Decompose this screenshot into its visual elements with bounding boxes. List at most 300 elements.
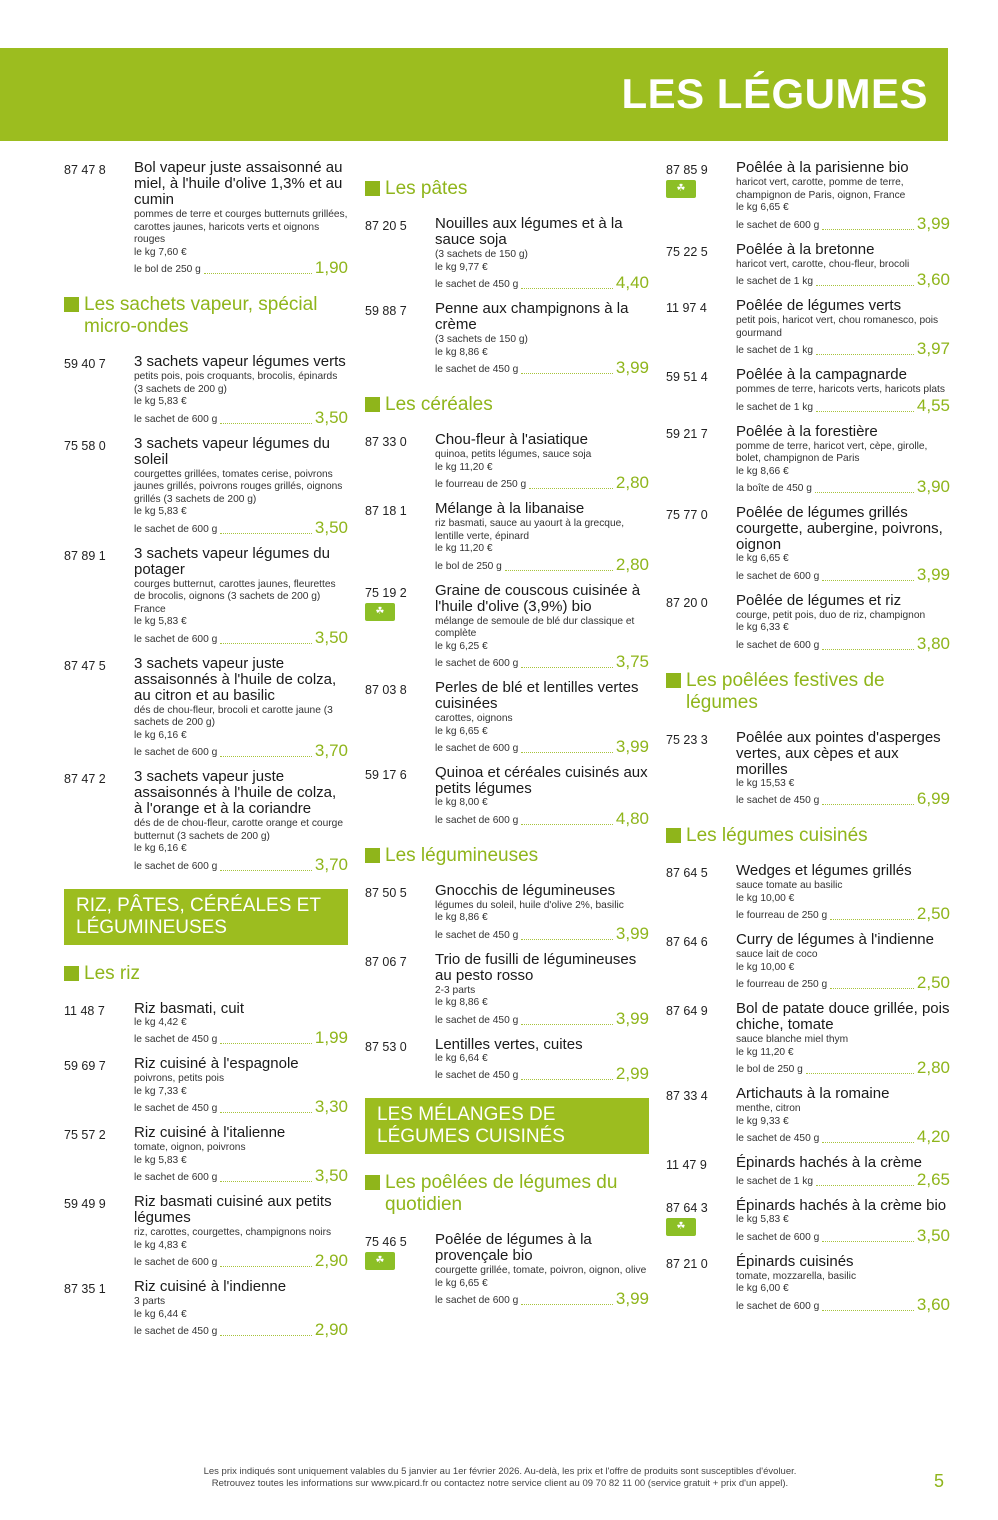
- product-name: Gnocchis de légumineuses: [435, 881, 616, 899]
- price: 3,99: [615, 358, 649, 377]
- product-description: petits pois, pois croquants, brocolis, épinards (3 sachets de 200 g): [134, 371, 338, 395]
- section-square-icon: [64, 297, 79, 312]
- organic-leaf-icon: ☘: [666, 1218, 696, 1236]
- price: 3,75: [615, 652, 649, 671]
- section-title: [365, 845, 649, 867]
- price: 2,80: [615, 554, 649, 574]
- product-name: Poêlée à la campagnarde: [736, 366, 907, 383]
- price-line: [736, 340, 950, 357]
- price-per-kg: le kg 6,65 €: [435, 725, 488, 737]
- price-line: [134, 629, 348, 646]
- product-name: Bol vapeur juste assaisonné au miel, à l'huile d'olive 1,3% et au cumin: [134, 159, 343, 208]
- price-line: [736, 566, 950, 583]
- product-name: Penne aux champignons à la crème: [435, 300, 629, 333]
- organic-leaf-icon: ☘: [365, 1252, 395, 1270]
- product-name: Perles de blé et lentilles vertes cuisinées: [435, 679, 639, 712]
- product-name: Épinards hachés à la crème bio: [736, 1197, 947, 1214]
- product-description: riz, carottes, courgettes, champignons noirs: [134, 1227, 332, 1238]
- price-per-kg: le kg 8,86 €: [435, 346, 488, 358]
- package-size: le sachet de 450 g: [435, 1014, 519, 1026]
- product-name: Artichauts à la romaine: [736, 1085, 890, 1102]
- product-code: 87 33 4: [666, 1089, 708, 1103]
- package-size: le sachet de 450 g: [435, 1070, 519, 1081]
- price-line: [736, 635, 950, 652]
- section-title-text: Les sachets vapeur, spécial micro-ondes: [84, 294, 318, 337]
- package-size: le sachet de 600 g: [736, 1231, 820, 1243]
- package-size: le sachet de 600 g: [435, 658, 519, 669]
- price-per-kg: le kg 6,25 €: [435, 640, 488, 652]
- price: 2,90: [314, 1320, 348, 1339]
- product-description: haricot vert, carotte, chou-fleur, brocoli: [736, 258, 910, 270]
- product-code: 87 64 6: [666, 935, 708, 949]
- package-size: le sachet de 600 g: [134, 860, 218, 872]
- price-line: [435, 274, 649, 291]
- product-name: Riz basmati, cuit: [134, 999, 245, 1017]
- price-line: [134, 1098, 348, 1115]
- price-per-kg: le kg 5,83 €: [134, 616, 187, 627]
- package-size: le sachet de 1 kg: [736, 1176, 814, 1187]
- price: 1,90: [314, 258, 348, 277]
- product-code: 87 64 9: [666, 1004, 708, 1018]
- package-size: le sachet de 600 g: [736, 219, 820, 231]
- section-square-icon: [365, 1175, 380, 1190]
- price-line: [736, 790, 950, 807]
- dot-leader: [822, 1142, 914, 1143]
- price-per-kg: le kg 5,83 €: [736, 1214, 789, 1225]
- product-description: 2-3 parts: [435, 984, 476, 996]
- dot-leader: [529, 488, 613, 489]
- product-code: 75 22 5: [666, 244, 708, 259]
- package-size: le sachet de 450 g: [736, 795, 820, 806]
- product-item: [365, 1232, 649, 1307]
- product-name: Graine de couscous cuisinée à l'huile d'olive (3,9%) bio: [435, 581, 641, 615]
- product-name: Trio de fusilli de légumineuses au pesto rosso: [435, 950, 637, 984]
- product-description: pommes de terre, haricots verts, haricots plats: [736, 384, 945, 395]
- product-name: 3 sachets vapeur légumes verts: [134, 353, 346, 370]
- section-square-icon: [666, 673, 681, 688]
- product-item: [64, 1125, 348, 1184]
- package-size: le sachet de 600 g: [134, 747, 218, 758]
- price: 3,60: [916, 1294, 950, 1314]
- product-code: 59 40 7: [64, 357, 106, 371]
- price-per-kg: le kg 11,20 €: [736, 1046, 794, 1058]
- product-item: [365, 1037, 649, 1083]
- dot-leader: [816, 411, 914, 412]
- package-size: le sachet de 450 g: [134, 1034, 218, 1045]
- product-item: [666, 1001, 950, 1076]
- section-title: [365, 394, 649, 416]
- package-size: le bol de 250 g: [134, 264, 201, 275]
- product-name: Poêlée de légumes et riz: [736, 591, 902, 609]
- organic-leaf-icon: ☘: [365, 603, 395, 621]
- product-description: tomate, oignon, poivrons: [134, 1142, 246, 1153]
- product-item: [666, 730, 950, 808]
- product-description: dés de chou-fleur, brocoli et carotte jaune (3 sachets de 200 g): [134, 704, 333, 728]
- price-per-kg: le kg 4,42 €: [134, 1016, 187, 1028]
- price: 3,99: [615, 923, 649, 943]
- price-per-kg: le kg 5,83 €: [134, 396, 187, 407]
- dot-leader: [816, 285, 914, 286]
- product-code: 87 18 1: [365, 504, 407, 518]
- package-size: le bol de 250 g: [736, 1064, 803, 1075]
- price: 3,99: [916, 564, 950, 584]
- dot-leader: [822, 1310, 914, 1311]
- price-line: [736, 1171, 950, 1188]
- price: 3,99: [615, 1289, 649, 1308]
- section-title: [666, 670, 950, 714]
- price-line: [134, 1321, 348, 1338]
- product-name: Poêlée de légumes grillés courgette, aubergine, poivrons, oignon: [736, 504, 943, 553]
- product-item: [365, 883, 649, 942]
- package-size: le sachet de 600 g: [134, 1257, 218, 1268]
- dot-leader: [521, 373, 613, 374]
- price-per-kg: le kg 4,83 €: [134, 1239, 187, 1251]
- price-line: [736, 478, 950, 495]
- price-line: [736, 974, 950, 991]
- price-per-kg: le kg 6,65 €: [435, 1277, 488, 1289]
- product-item: [365, 952, 649, 1027]
- page-number: 5: [934, 1471, 945, 1491]
- product-description: légumes du soleil, huile d'olive 2%, basilic: [435, 899, 624, 911]
- price: 3,50: [314, 627, 348, 647]
- product-item: [64, 1279, 348, 1338]
- package-size: le sachet de 600 g: [134, 633, 218, 645]
- package-size: le sachet de 450 g: [134, 1103, 218, 1114]
- price: 4,80: [615, 808, 649, 828]
- section-title: [666, 825, 950, 847]
- product-item: [666, 932, 950, 991]
- product-name: Épinards cuisinés: [736, 1252, 854, 1270]
- product-item: [365, 680, 649, 755]
- section-title-text: Les légumineuses: [385, 844, 539, 866]
- price: 6,99: [916, 789, 950, 808]
- price-per-kg: le kg 8,86 €: [435, 912, 488, 923]
- product-name: Riz cuisiné à l'espagnole: [134, 1055, 299, 1072]
- product-description: courges butternut, carottes jaunes, fleurettes de brocolis, oignons (3 sachets de 200 g) France: [134, 578, 336, 615]
- price-per-kg: le kg 6,16 €: [134, 843, 187, 854]
- product-description: pomme de terre, haricot vert, cèpe, girolle, bolet, champignon de Paris: [736, 440, 928, 464]
- product-code: 87 21 0: [666, 1256, 708, 1271]
- product-code: 87 47 5: [64, 658, 106, 673]
- section-title-text: Les poêlées de légumes du quotidien: [385, 1172, 618, 1215]
- product-code: 87 47 8: [64, 163, 106, 177]
- package-size: le sachet de 450 g: [134, 1326, 218, 1337]
- price-per-kg: le kg 10,00 €: [736, 961, 795, 973]
- product-description: courgettes grillées, tomates cerise, poivrons jaunes grillés, poivrons rouges grillés, oignons grillés (3 sachets de 200 g): [134, 468, 343, 505]
- price-line: [134, 519, 348, 536]
- dot-leader: [521, 1079, 613, 1080]
- price-line: [736, 905, 950, 922]
- price-per-kg: le kg 9,77 €: [435, 261, 488, 273]
- package-size: le sachet de 1 kg: [736, 401, 814, 413]
- product-code: 75 57 2: [64, 1128, 106, 1142]
- product-description: menthe, citron: [736, 1103, 801, 1114]
- product-name: Bol de patate douce grillée, pois chiche, tomate: [736, 1000, 950, 1033]
- price-per-kg: le kg 6,33 €: [736, 622, 789, 633]
- price: 2,80: [615, 473, 649, 492]
- product-code: 87 47 2: [64, 772, 106, 786]
- product-description: pommes de terre et courges butternuts grillées, carottes jaunes, haricots verts et oignons rouges: [134, 209, 348, 245]
- product-code: 59 69 7: [64, 1059, 106, 1073]
- price-line: [736, 1059, 950, 1076]
- product-item: [64, 436, 348, 536]
- product-item: [64, 160, 348, 276]
- price: 3,99: [916, 213, 950, 233]
- dot-leader: [220, 1335, 312, 1336]
- column-1: [64, 160, 348, 1348]
- product-name: Nouilles aux légumes et à la sauce soja: [435, 215, 623, 248]
- price-line: [736, 397, 950, 414]
- dot-leader: [521, 288, 613, 289]
- product-code: 87 85 9: [666, 163, 708, 177]
- price-line: [435, 810, 649, 827]
- category-band: RIZ, PÂTES, CÉRÉALES ET LÉGUMINEUSES: [64, 889, 348, 945]
- product-name: Chou-fleur à l'asiatique: [435, 431, 588, 448]
- price-per-kg: le kg 11,20 €: [435, 461, 493, 473]
- price-line: [435, 1290, 649, 1307]
- price-per-kg: le kg 6,65 €: [736, 553, 789, 564]
- product-item: [365, 216, 649, 291]
- product-name: Épinards hachés à la crème: [736, 1154, 922, 1171]
- section-square-icon: [365, 397, 380, 412]
- price-line: [134, 1029, 348, 1046]
- dot-leader: [806, 1073, 914, 1074]
- package-size: le sachet de 450 g: [435, 279, 519, 290]
- price: 4,20: [916, 1127, 950, 1146]
- dot-leader: [220, 1181, 312, 1182]
- product-item: [64, 1056, 348, 1115]
- section-square-icon: [64, 966, 79, 981]
- product-item: [666, 1155, 950, 1188]
- product-code: 75 46 5: [365, 1235, 407, 1249]
- product-item: [666, 593, 950, 652]
- price: 2,65: [916, 1170, 950, 1189]
- product-item: [64, 1194, 348, 1269]
- package-size: le sachet de 450 g: [736, 1133, 820, 1144]
- price-line: [435, 1065, 649, 1082]
- section-title-text: Les céréales: [385, 394, 493, 415]
- package-size: le fourreau de 250 g: [435, 479, 527, 490]
- product-name: Poêlée à la parisienne bio: [736, 159, 909, 176]
- product-description: courgette grillée, tomate, poivron, oignon, olive: [435, 1265, 647, 1276]
- price: 3,70: [314, 741, 348, 760]
- product-item: [64, 769, 348, 873]
- product-code: 87 89 1: [64, 548, 106, 563]
- price-per-kg: le kg 5,83 €: [134, 506, 187, 517]
- product-item: [365, 583, 649, 671]
- product-description: carottes, oignons: [435, 713, 513, 724]
- price-line: [435, 359, 649, 376]
- product-name: Lentilles vertes, cuites: [435, 1035, 583, 1053]
- product-description: quinoa, petits légumes, sauce soja: [435, 449, 592, 460]
- package-size: le sachet de 1 kg: [736, 276, 814, 287]
- product-name: Wedges et légumes grillés: [736, 862, 912, 879]
- price: 2,80: [916, 1058, 950, 1077]
- price: 1,99: [314, 1028, 348, 1047]
- dot-leader: [220, 756, 312, 757]
- dot-leader: [220, 533, 312, 534]
- dot-leader: [830, 919, 914, 920]
- product-code: 59 49 9: [64, 1197, 106, 1211]
- product-name: Poêlée de légumes verts: [736, 297, 902, 314]
- product-item: [666, 424, 950, 496]
- price-line: [435, 1010, 649, 1027]
- price: 3,30: [314, 1097, 348, 1116]
- product-name: 3 sachets vapeur légumes du soleil: [134, 434, 330, 468]
- product-item: [666, 160, 950, 232]
- section-title-text: Les pâtes: [385, 178, 468, 199]
- product-description: sauce lait de coco: [736, 949, 818, 960]
- product-name: Riz basmati cuisiné aux petits légumes: [134, 1193, 332, 1226]
- product-name: 3 sachets vapeur juste assaisonnés à l'huile de colza, à l'orange et à la coriandre: [134, 768, 337, 817]
- dot-leader: [521, 939, 613, 940]
- product-name: 3 sachets vapeur juste assaisonnés à l'huile de colza, au citron et au basilic: [134, 654, 337, 704]
- product-description: riz basmati, sauce au yaourt à la grecque, lentille verte, épinard: [435, 518, 625, 542]
- price-per-kg: le kg 10,00 €: [736, 892, 795, 904]
- product-item: [666, 505, 950, 583]
- product-code: 87 03 8: [365, 683, 407, 697]
- dot-leader: [521, 1304, 613, 1305]
- product-code: 59 51 4: [666, 370, 708, 384]
- product-item: [64, 546, 348, 646]
- product-item: [365, 301, 649, 376]
- product-code: 59 17 6: [365, 768, 407, 782]
- footer-line-1: Les prix indiqués sont uniquement valables du 5 janvier au 1er février 2026. Au-delà, les prix et l'offre de produits sont susceptibles d'évoluer.: [203, 1466, 797, 1477]
- product-code: 75 58 0: [64, 438, 106, 453]
- product-description: dés de de chou-fleur, carotte orange et courge butternut (3 sachets de 200 g): [134, 818, 343, 842]
- product-name: Poêlée aux pointes d'asperges vertes, aux cèpes et aux morilles: [736, 728, 941, 778]
- section-title: [64, 294, 348, 338]
- section-title-text: Les légumes cuisinés: [686, 825, 868, 846]
- section-square-icon: [365, 181, 380, 196]
- product-code: 87 50 5: [365, 885, 407, 900]
- price: 3,50: [314, 1166, 348, 1185]
- price-per-kg: le kg 6,64 €: [435, 1052, 488, 1064]
- price: 3,50: [916, 1225, 950, 1245]
- dot-leader: [220, 643, 312, 644]
- price-per-kg: le kg 8,86 €: [435, 997, 488, 1008]
- package-size: la boîte de 450 g: [736, 483, 812, 494]
- price-line: [134, 1252, 348, 1269]
- dot-leader: [822, 804, 914, 805]
- package-size: le sachet de 600 g: [134, 1172, 218, 1183]
- price-per-kg: le kg 6,65 €: [736, 202, 789, 213]
- section-title-text: Les riz: [84, 962, 140, 984]
- product-item: [64, 354, 348, 426]
- product-code: 87 33 0: [365, 435, 407, 449]
- product-code: 87 35 1: [64, 1282, 106, 1296]
- product-item: [666, 1254, 950, 1313]
- product-code: 87 64 5: [666, 866, 708, 880]
- price-line: [134, 742, 348, 759]
- price-per-kg: le kg 9,33 €: [736, 1115, 789, 1127]
- section-square-icon: [666, 828, 681, 843]
- package-size: le sachet de 600 g: [736, 639, 820, 651]
- price: 3,99: [615, 1008, 649, 1028]
- product-description: (3 sachets de 150 g): [435, 249, 528, 260]
- package-size: le sachet de 600 g: [736, 1300, 820, 1312]
- dot-leader: [204, 273, 312, 274]
- product-name: Poêlée à la forestière: [736, 422, 878, 440]
- package-size: le sachet de 600 g: [435, 1295, 519, 1306]
- dot-leader: [816, 1185, 914, 1186]
- dot-leader: [505, 570, 613, 571]
- dot-leader: [822, 580, 914, 581]
- dot-leader: [521, 667, 613, 668]
- product-item: [666, 298, 950, 357]
- product-code: 87 20 0: [666, 595, 708, 610]
- package-size: le sachet de 600 g: [435, 743, 519, 754]
- dot-leader: [521, 1024, 613, 1025]
- price-line: [435, 556, 649, 573]
- price-line: [736, 1227, 950, 1244]
- product-item: [666, 863, 950, 922]
- product-name: Poêlée à la bretonne: [736, 240, 875, 258]
- product-code: 87 53 0: [365, 1039, 407, 1054]
- product-item: [666, 1198, 950, 1244]
- price-per-kg: le kg 7,33 €: [134, 1085, 187, 1097]
- product-name: Poêlée de légumes à la provençale bio: [435, 1231, 592, 1264]
- section-title: [64, 963, 348, 985]
- price-per-kg: le kg 11,20 €: [435, 543, 493, 554]
- product-code: 75 77 0: [666, 508, 708, 522]
- dot-leader: [822, 1241, 914, 1242]
- product-name: 3 sachets vapeur légumes du potager: [134, 544, 330, 578]
- dot-leader: [815, 492, 914, 493]
- price: 3,70: [314, 854, 348, 874]
- product-code: 59 21 7: [666, 426, 708, 441]
- dot-leader: [220, 1266, 312, 1267]
- price-per-kg: le kg 5,83 €: [134, 1154, 187, 1166]
- price: 2,50: [916, 904, 950, 923]
- price-line: [736, 1128, 950, 1145]
- dot-leader: [816, 354, 914, 355]
- product-code: 59 88 7: [365, 304, 407, 318]
- price: 3,50: [314, 407, 348, 427]
- price-line: [435, 925, 649, 942]
- footer-line-2: Retrouvez toutes les informations sur www.picard.fr ou contactez notre service client au 09 70 82 11 00 (service gratuit + prix d'un appel).: [211, 1478, 789, 1489]
- price-line: [435, 738, 649, 755]
- page-title: LES LÉGUMES: [621, 70, 928, 117]
- dot-leader: [521, 824, 613, 825]
- price-per-kg: le kg 6,00 €: [736, 1283, 789, 1294]
- product-code: 87 06 7: [365, 954, 407, 969]
- package-size: le fourreau de 250 g: [736, 979, 828, 990]
- package-size: le bol de 250 g: [435, 560, 502, 572]
- dot-leader: [822, 229, 914, 230]
- price-line: [134, 259, 348, 276]
- price-line: [435, 653, 649, 670]
- product-description: courge, petit pois, duo de riz, champignon: [736, 609, 926, 621]
- package-size: le sachet de 600 g: [134, 523, 218, 535]
- product-description: mélange de semoule de blé dur classique et complète: [435, 615, 635, 639]
- product-code: 87 64 3: [666, 1201, 708, 1215]
- price: 3,99: [615, 737, 649, 756]
- price-per-kg: le kg 6,44 €: [134, 1308, 187, 1320]
- package-size: le fourreau de 250 g: [736, 910, 828, 921]
- price: 3,60: [916, 270, 950, 289]
- price: 3,90: [916, 477, 950, 496]
- product-name: Riz cuisiné à l'indienne: [134, 1278, 287, 1295]
- dot-leader: [220, 870, 312, 871]
- header-band: [0, 48, 948, 141]
- product-code: 11 97 4: [666, 301, 707, 315]
- package-size: le sachet de 600 g: [435, 814, 519, 826]
- price: 4,55: [916, 395, 950, 415]
- product-item: [365, 432, 649, 491]
- price: 3,80: [916, 633, 950, 653]
- price-line: [736, 1296, 950, 1313]
